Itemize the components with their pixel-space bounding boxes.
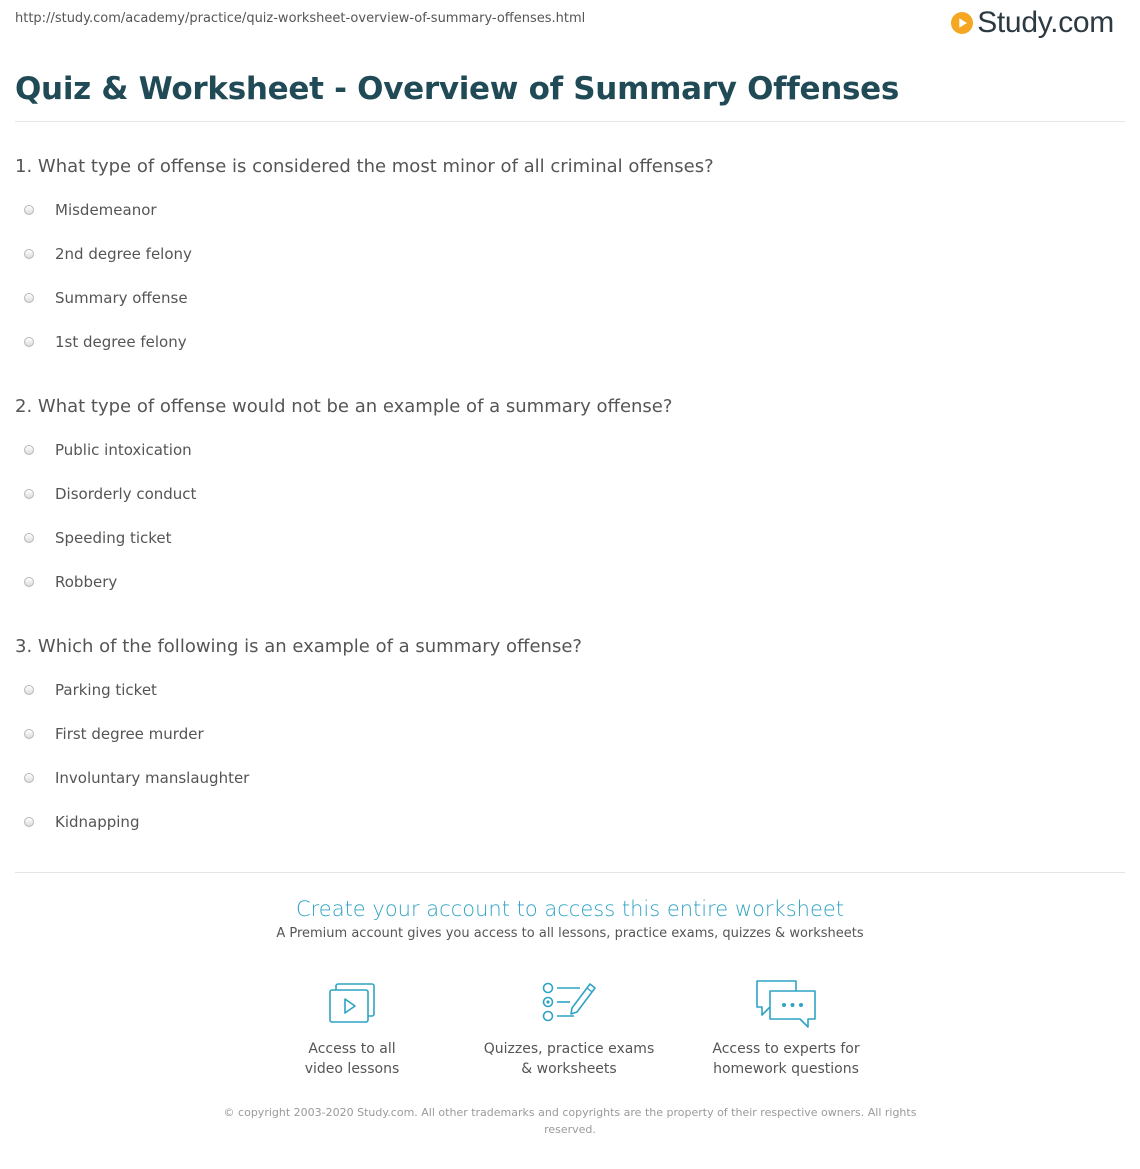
- answer-label: Public intoxication: [55, 441, 192, 459]
- answer-options: [15, 668, 1125, 844]
- answer-label: 2nd degree felony: [55, 245, 192, 263]
- answer-label: 1st degree felony: [55, 333, 187, 351]
- radio-button[interactable]: [24, 249, 34, 259]
- feature-label: Quizzes, practice exams: [483, 1041, 655, 1057]
- logo-text: Study.com: [977, 6, 1114, 39]
- section-divider: [15, 872, 1125, 873]
- question-text: 1. What type of offense is considered the most minor of all criminal offenses?: [15, 156, 714, 177]
- page-url: http://study.com/academy/practice/quiz-worksheet-overview-of-summary-offenses.html: [15, 11, 586, 26]
- answer-option[interactable]: [15, 800, 1125, 844]
- page-header: [0, 0, 1140, 48]
- answer-label: Parking ticket: [55, 681, 157, 699]
- feature-label: Access to experts for: [712, 1041, 860, 1057]
- feature-label: homework questions: [713, 1061, 859, 1077]
- feature-video-lessons: [252, 975, 452, 1079]
- radio-button[interactable]: [24, 685, 34, 695]
- radio-button[interactable]: [24, 489, 34, 499]
- video-lessons-icon: [326, 980, 378, 1026]
- feature-experts: [686, 975, 886, 1079]
- copyright-footer: [0, 1104, 1140, 1138]
- cta-link[interactable]: Create your account to access this entire worksheet: [295, 897, 845, 921]
- cta-subtitle: A Premium account gives you access to all lessons, practice exams, quizzes & worksheets: [276, 926, 864, 941]
- feature-label: & worksheets: [521, 1061, 617, 1077]
- answer-option[interactable]: [15, 188, 1125, 232]
- question-1: [15, 155, 1125, 364]
- answer-option[interactable]: [15, 756, 1125, 800]
- question-3: [15, 635, 1125, 844]
- answer-label: Summary offense: [55, 289, 188, 307]
- play-circle-icon: [950, 11, 974, 35]
- radio-button[interactable]: [24, 337, 34, 347]
- radio-button[interactable]: [24, 533, 34, 543]
- radio-button[interactable]: [24, 293, 34, 303]
- answer-option[interactable]: [15, 472, 1125, 516]
- answer-label: Disorderly conduct: [55, 485, 197, 503]
- feature-label: Access to all: [308, 1041, 396, 1057]
- answer-label: First degree murder: [55, 725, 204, 743]
- copyright-text: reserved.: [544, 1123, 596, 1136]
- answer-options: [15, 428, 1125, 604]
- answer-label: Robbery: [55, 573, 118, 591]
- signup-cta: [0, 895, 1140, 941]
- radio-button[interactable]: [24, 445, 34, 455]
- answer-option[interactable]: [15, 560, 1125, 604]
- answer-option[interactable]: [15, 428, 1125, 472]
- answer-label: Misdemeanor: [55, 201, 157, 219]
- question-text: 2. What type of offense would not be an example of a summary offense?: [15, 396, 673, 417]
- answer-label: Involuntary manslaughter: [55, 769, 250, 787]
- radio-button[interactable]: [24, 205, 34, 215]
- answer-label: Speeding ticket: [55, 529, 172, 547]
- radio-button[interactable]: [24, 729, 34, 739]
- question-text: 3. Which of the following is an example of a summary offense?: [15, 636, 582, 657]
- question-2: [15, 395, 1125, 604]
- quiz-checklist-icon: [540, 980, 598, 1026]
- study-logo[interactable]: [950, 6, 1114, 40]
- copyright-text: © copyright 2003-2020 Study.com. All other trademarks and copyrights are the property of their respective owners. All rights: [223, 1106, 917, 1119]
- radio-button[interactable]: [24, 773, 34, 783]
- feature-label: video lessons: [304, 1061, 400, 1077]
- answer-option[interactable]: [15, 516, 1125, 560]
- title-divider: [15, 121, 1125, 122]
- answer-option[interactable]: [15, 712, 1125, 756]
- chat-bubbles-icon: [754, 977, 818, 1029]
- answer-options: [15, 188, 1125, 364]
- feature-quizzes: [469, 975, 669, 1079]
- radio-button[interactable]: [24, 577, 34, 587]
- answer-option[interactable]: [15, 232, 1125, 276]
- radio-button[interactable]: [24, 817, 34, 827]
- page-title: Quiz & Worksheet - Overview of Summary Offenses: [15, 71, 900, 107]
- answer-option[interactable]: [15, 668, 1125, 712]
- answer-label: Kidnapping: [55, 813, 140, 831]
- answer-option[interactable]: [15, 320, 1125, 364]
- answer-option[interactable]: [15, 276, 1125, 320]
